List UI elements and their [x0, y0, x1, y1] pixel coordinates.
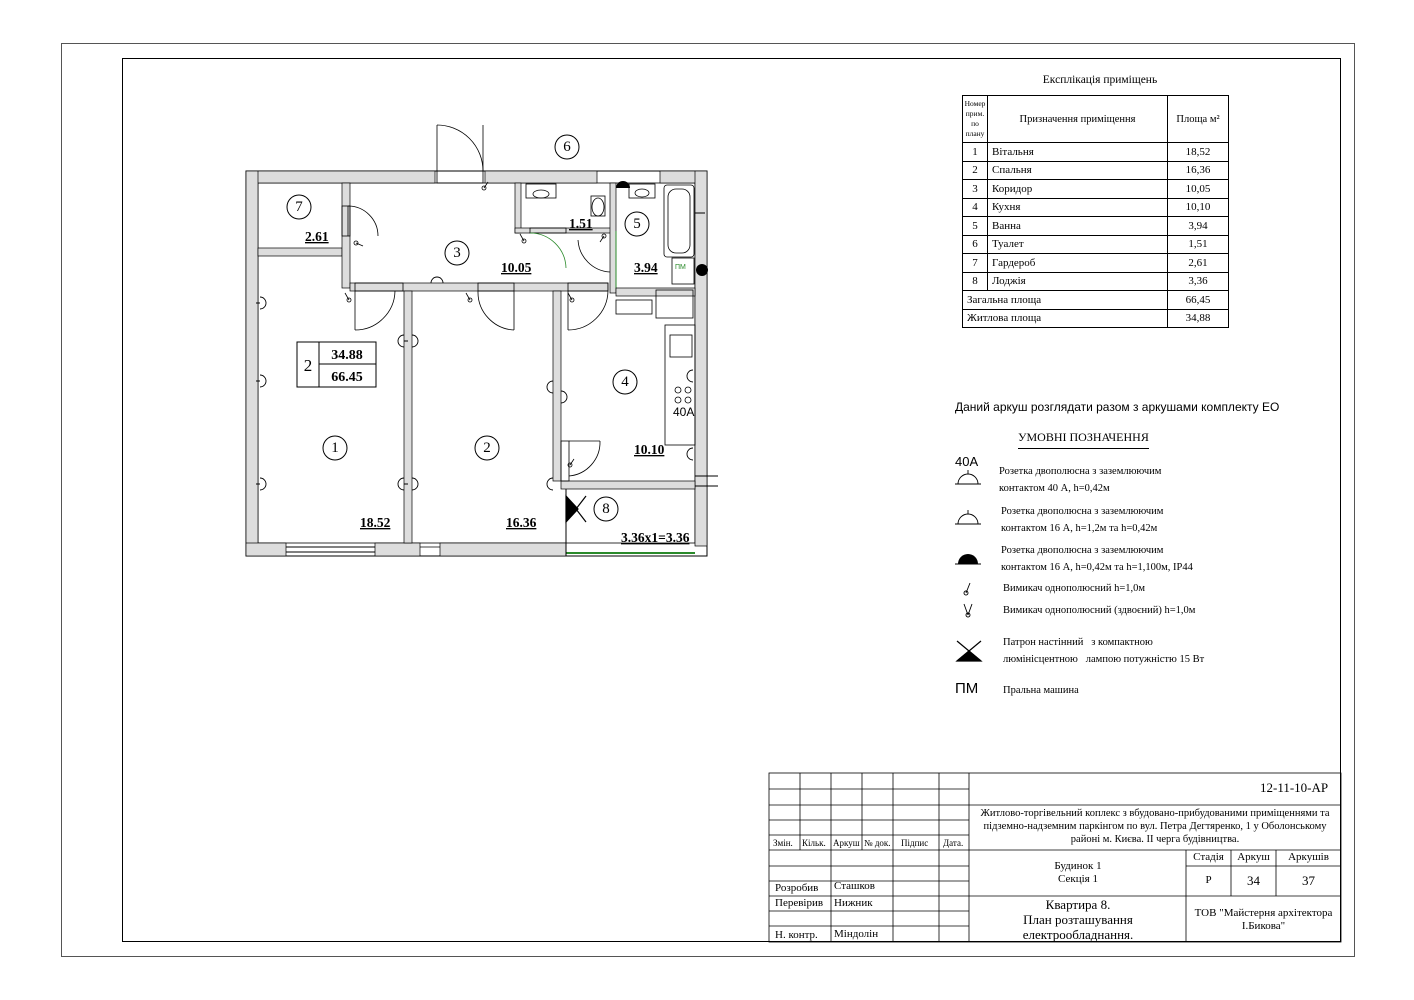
room-number: 4 [621, 374, 629, 390]
room-area: 10.10 [634, 442, 665, 457]
switch-icons [345, 182, 606, 467]
legend-item: Розетка двополюсна з заземлюючим контактом 40 А, h=0,42м [999, 466, 1162, 494]
role-label: Розробив [775, 882, 819, 894]
col-area: Площа м² [1168, 96, 1229, 143]
legend-item: Розетка двополюсна з заземлюючим контактом 16 А, h=0,42м та h=1,100м, IP44 [1001, 545, 1193, 573]
room-area: 3.94 [634, 260, 658, 275]
table-row: 4 Кухня 10,10 [963, 198, 1229, 217]
socket-40a-icon [955, 470, 981, 484]
table-row: 6 Туалет 1,51 [963, 235, 1229, 254]
room-number: 3 [453, 245, 461, 261]
table-row: 8 Лоджія 3,36 [963, 272, 1229, 291]
table-row: 3 Коридор 10,05 [963, 180, 1229, 199]
col-header: Кільк. [802, 838, 826, 848]
person-name: Міндолін [834, 928, 879, 940]
wall-lamp-icon [957, 641, 981, 661]
col-header: Дата. [943, 838, 964, 848]
room-area: 16.36 [506, 515, 537, 530]
table-row: 5 Ванна 3,94 [963, 217, 1229, 236]
explication-title: Експлікація приміщень [1042, 74, 1158, 86]
legend-item: Розетка двополюсна з заземлюючим контактом 16 А, h=1,2м та h=0,42м [1001, 506, 1164, 534]
room-number: 8 [602, 501, 610, 517]
legend-item: Вимикач однополюсний h=1,0м [1003, 583, 1146, 594]
living-area-row: Житлова площа 34,88 [963, 309, 1229, 328]
room-area: 3.36x1=3.36 [621, 530, 690, 545]
table-header [963, 96, 1229, 143]
room-number: 5 [633, 216, 641, 232]
total-area-row: Загальна площа 66,45 [963, 291, 1229, 310]
room-markers [287, 135, 649, 521]
building-label: Будинок 1 [1054, 860, 1102, 872]
socket-16a-icon [955, 510, 981, 524]
room-number: 7 [295, 199, 303, 215]
role-label: Н. контр. [775, 929, 818, 941]
switch-single-icon [964, 583, 970, 595]
col-purpose: Призначення приміщення [988, 96, 1168, 143]
table-row: 1 Вітальня 18,52 [963, 143, 1229, 162]
legend-item: Вимикач однополюсний (здвоєний) h=1,0м [1003, 605, 1196, 616]
col-header: № док. [864, 838, 891, 848]
room-number: 1 [331, 440, 339, 456]
room-area: 2.61 [305, 229, 329, 244]
sheet-header: Аркуш [1237, 851, 1270, 863]
col-header: Підпис [901, 838, 929, 848]
apt-living-area: 34.88 [331, 348, 363, 363]
washing-machine-label: ПМ [675, 264, 686, 271]
wall-lamp-icon [566, 496, 586, 522]
washing-machine-symbol: ПМ [955, 680, 979, 697]
col-header: Аркуш [833, 838, 860, 848]
apt-rooms-count: 2 [303, 356, 313, 375]
col-number: Номер прим. по плану [963, 96, 988, 143]
drawing-code: 12-11-10-АР [1260, 780, 1329, 795]
organization: ТОВ "Майстерня архітектора І.Бикова" [1194, 907, 1333, 932]
explication-table [962, 95, 1229, 328]
legend-item: Патрон настінний з компактною люмінісцентною лампою потужністю 15 Вт [1003, 637, 1205, 665]
legend-title: УМОВНІ ПОЗНАЧЕННЯ [1018, 430, 1149, 449]
stage-header: Стадія [1193, 851, 1224, 863]
col-header: Змін. [773, 838, 793, 848]
table-row: 2 Спальня 16,36 [963, 161, 1229, 180]
table-row: 7 Гардероб 2,61 [963, 254, 1229, 273]
sheets-value: 37 [1302, 873, 1315, 888]
bathtub [664, 185, 694, 257]
sheet-title: Квартира 8. План розташування електрообладнання. [1022, 897, 1134, 942]
role-label: Перевірив [775, 897, 824, 909]
room-area: 1.51 [569, 216, 593, 231]
socket-ip44-icon [955, 554, 981, 564]
sheets-header: Аркушів [1288, 851, 1329, 863]
person-name: Сташков [834, 880, 875, 892]
room-number: 2 [483, 440, 491, 456]
socket-40a-label: 40A [673, 405, 695, 419]
room-area: 18.52 [360, 515, 391, 530]
project-description: Житлово-торгівельний коплекс з вбудовано-прибудованими приміщеннями та підземно-надземним паркінгом по вул. Петра Дегтяренко, 1 у Оболонському районі м. Києва. ІІ черга будівництва. [980, 808, 1330, 845]
legend-40a-tag: 40A [955, 454, 979, 469]
room-number: 6 [563, 139, 571, 155]
person-name: Нижник [834, 897, 873, 909]
room-area: 10.05 [501, 260, 532, 275]
section-label: Секція 1 [1058, 873, 1098, 885]
legend-item: Пральна машина [1003, 685, 1079, 696]
sheet-note: Даний аркуш розглядати разом з аркушами комплекту ЕО [955, 400, 1280, 414]
sheet-value: 34 [1247, 873, 1260, 888]
stage-value: Р [1205, 874, 1212, 886]
switch-double-icon [964, 604, 972, 617]
apt-total-area: 66.45 [331, 370, 363, 385]
